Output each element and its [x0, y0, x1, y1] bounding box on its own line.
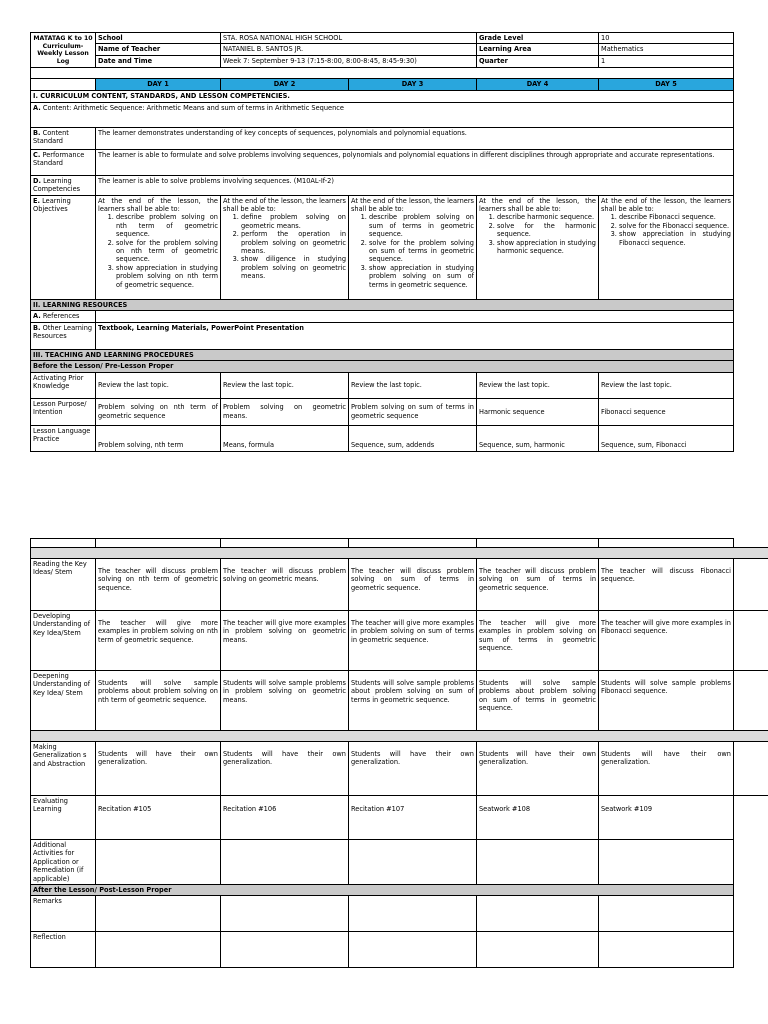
- purpose-day-1: Problem solving on nth term of geometric sequence: [96, 398, 221, 425]
- after-edge: [734, 885, 768, 896]
- remarks-day-1: [96, 896, 221, 932]
- activating-day-2: Review the last topic.: [221, 372, 349, 398]
- generalization-label: Making Generalization s and Abstraction: [31, 742, 96, 796]
- additional-day-2: [221, 840, 349, 885]
- school-label: School: [96, 33, 221, 44]
- purpose-day-3: Problem solving on sum of terms in geometric sequence: [349, 398, 477, 425]
- deepening-day-4: Students will solve sample problems about problem solving on sum of terms in geometric sequence.: [477, 671, 599, 731]
- developing-day-5: The teacher will give more examples in Fibonacci sequence.: [599, 611, 734, 671]
- language-day-2: Means, formula: [221, 425, 349, 451]
- additional-day-1: [96, 840, 221, 885]
- day-2-header: DAY 2: [221, 79, 349, 91]
- deepening-day-3: Students will solve sample problems about problem solving on sum of terms in geometric sequence.: [349, 671, 477, 731]
- activating-label: Activating Prior Knowledge: [31, 372, 96, 398]
- objectives-day-1: At the end of the lesson, the learners shall be able to: 1. describe problem solving on nth term of geometric sequence. 2. solve for the problem solving on nth term of geometric sequence. 3. show appreciation in studying problem solving on nth term of geometric sequence.: [96, 195, 221, 299]
- generalization-day-1: Students will have their own generalization.: [96, 742, 221, 796]
- content-row: [31, 102, 734, 127]
- additional-day-3: [349, 840, 477, 885]
- school-value: STA. ROSA NATIONAL HIGH SCHOOL: [221, 33, 477, 44]
- lesson-log-page-2: [30, 538, 768, 968]
- lesson-log-table-continued: [30, 538, 768, 968]
- evaluating-day-1: Recitation #105: [96, 796, 221, 840]
- language-day-5: Sequence, sum, Fibonacci: [599, 425, 734, 451]
- purpose-day-4: Harmonic sequence: [477, 398, 599, 425]
- performance-standard-text: The learner is able to formulate and solve problems involving sequences, polynomials and polynomial equations in different disciplines through appropriate and accurate representations.: [96, 149, 734, 175]
- grade-label: Grade Level: [477, 33, 599, 44]
- deepening-day-2: Students will solve sample problems in problem solving on geometric means.: [221, 671, 349, 731]
- developing-edge: [734, 611, 768, 671]
- generalization-day-2: Students will have their own generalization.: [221, 742, 349, 796]
- teacher-value: NATANIEL B. SANTOS JR.: [221, 44, 477, 56]
- reading-edge: [734, 559, 768, 611]
- lesson-log-page-1: [30, 32, 733, 452]
- other-resources-text: Textbook, Learning Materials, PowerPoint Presentation: [96, 323, 734, 350]
- reflection-day-3: [349, 932, 477, 968]
- gray-band-2: [31, 731, 768, 742]
- reading-label: Reading the Key Ideas/ Stem: [31, 559, 96, 611]
- reading-day-2: The teacher will discuss problem solving on geometric means.: [221, 559, 349, 611]
- objectives-label: E. Learning Objectives: [31, 195, 96, 299]
- before-lesson-title: Before the Lesson/ Pre-Lesson Proper: [31, 361, 734, 372]
- objectives-day-5: At the end of the lesson, the learners shall be able to: 1. describe Fibonacci sequence. 2. solve for the Fibonacci sequence. 3. show appreciation in studying Fibonacci sequence.: [599, 195, 734, 299]
- activating-day-1: Review the last topic.: [96, 372, 221, 398]
- grade-value: 10: [599, 33, 734, 44]
- quarter-value: 1: [599, 56, 734, 68]
- deepening-label: Deepening Understanding of Key Idea/ Stem: [31, 671, 96, 731]
- reading-day-4: The teacher will discuss problem solving on sum of terms in geometric sequence.: [477, 559, 599, 611]
- evaluating-day-4: Seatwork #108: [477, 796, 599, 840]
- objectives-day-4: At the end of the lesson, the learners shall be able to: 1. describe harmonic sequence. 2. solve for the harmonic sequence. 3. show appreciation in studying harmonic sequence.: [477, 195, 599, 299]
- purpose-day-5: Fibonacci sequence: [599, 398, 734, 425]
- language-label: Lesson Language Practice: [31, 425, 96, 451]
- teacher-label: Name of Teacher: [96, 44, 221, 56]
- reflection-day-1: [96, 932, 221, 968]
- remarks-day-5: [599, 896, 734, 932]
- area-label: Learning Area: [477, 44, 599, 56]
- evaluating-day-3: Recitation #107: [349, 796, 477, 840]
- lesson-log-table: [30, 32, 734, 452]
- deepening-edge: [734, 671, 768, 731]
- reflection-day-5: [599, 932, 734, 968]
- gray-band-1: [31, 548, 768, 559]
- generalization-day-4: Students will have their own generalization.: [477, 742, 599, 796]
- developing-day-4: The teacher will give more examples in problem solving on sum of terms in geometric sequence.: [477, 611, 599, 671]
- activating-day-4: Review the last topic.: [477, 372, 599, 398]
- top-blank-4: [477, 539, 599, 548]
- other-resources-label: B. Other Learning Resources: [31, 323, 96, 350]
- reading-day-5: The teacher will discuss Fibonacci sequence.: [599, 559, 734, 611]
- content-label: A.: [33, 103, 41, 112]
- deepening-day-5: Students will solve sample problems Fibonacci sequence.: [599, 671, 734, 731]
- objectives-day-2: At the end of the lesson, the learners shall be able to: 1. define problem solving on geometric means. 2. perform the operation in problem solving on geometric means. 3. show diligence in studying problem solving on geometric means.: [221, 195, 349, 299]
- additional-day-5: [599, 840, 734, 885]
- developing-day-3: The teacher will give more examples in problem solving on sum of terms in geometric sequence.: [349, 611, 477, 671]
- datetime-value: Week 7: September 9-13 (7:15-8:00, 8:00-8:45, 8:45-9:30): [221, 56, 477, 68]
- log-title: MATATAG K to 10 Curriculum- Weekly Lesson Log: [31, 33, 96, 68]
- content-text: Content: Arithmetic Sequence: Arithmetic Means and sum of terms in Arithmetic Sequence: [42, 103, 344, 112]
- top-blank-3: [349, 539, 477, 548]
- developing-day-1: The teacher will give more examples in problem solving on nth term of geometric sequence.: [96, 611, 221, 671]
- top-blank-2: [221, 539, 349, 548]
- top-blank-1: [96, 539, 221, 548]
- day-4-header: DAY 4: [477, 79, 599, 91]
- language-day-3: Sequence, sum, addends: [349, 425, 477, 451]
- competencies-text: The learner is able to solve problems involving sequences. (M10AL-If-2): [96, 175, 734, 195]
- additional-edge: [734, 840, 768, 885]
- reading-day-3: The teacher will discuss problem solving on sum of terms in geometric sequence.: [349, 559, 477, 611]
- remarks-edge: [734, 896, 768, 932]
- day-3-header: DAY 3: [349, 79, 477, 91]
- developing-label: Developing Understanding of Key Idea/Stem: [31, 611, 96, 671]
- competencies-label: D. Learning Competencies: [31, 175, 96, 195]
- references-label: A. References: [31, 311, 96, 323]
- generalization-day-3: Students will have their own generalization.: [349, 742, 477, 796]
- evaluating-day-2: Recitation #106: [221, 796, 349, 840]
- after-lesson-title: After the Lesson/ Post-Lesson Proper: [31, 885, 734, 896]
- generalization-day-5: Students will have their own generalization.: [599, 742, 734, 796]
- activating-day-3: Review the last topic.: [349, 372, 477, 398]
- references-value: [96, 311, 734, 323]
- additional-day-4: [477, 840, 599, 885]
- day-5-header: DAY 5: [599, 79, 734, 91]
- top-blank-0: [31, 539, 96, 548]
- reflection-label: Reflection: [31, 932, 96, 968]
- evaluating-day-5: Seatwork #109: [599, 796, 734, 840]
- reflection-edge: [734, 932, 768, 968]
- performance-standard-label: C. Performance Standard: [31, 149, 96, 175]
- language-day-1: Problem solving, nth term: [96, 425, 221, 451]
- top-blank-5: [599, 539, 734, 548]
- content-standard-label: B. Content Standard: [31, 127, 96, 149]
- reading-day-1: The teacher will discuss problem solving on nth term of geometric sequence.: [96, 559, 221, 611]
- remarks-label: Remarks: [31, 896, 96, 932]
- edge-cell: [734, 539, 768, 548]
- section-1-title: I. CURRICULUM CONTENT, STANDARDS, AND LESSON COMPETENCIES.: [31, 91, 734, 102]
- reflection-day-2: [221, 932, 349, 968]
- remarks-day-2: [221, 896, 349, 932]
- content-standard-text: The learner demonstrates understanding of key concepts of sequences, polynomials and polynomial equations.: [96, 127, 734, 149]
- developing-day-2: The teacher will give more examples in problem solving on geometric means.: [221, 611, 349, 671]
- quarter-label: Quarter: [477, 56, 599, 68]
- additional-label: Additional Activities for Application or Remediation (if applicable): [31, 840, 96, 885]
- remarks-day-3: [349, 896, 477, 932]
- activating-day-5: Review the last topic.: [599, 372, 734, 398]
- evaluating-edge: [734, 796, 768, 840]
- evaluating-label: Evaluating Learning: [31, 796, 96, 840]
- area-value: Mathematics: [599, 44, 734, 56]
- generalization-edge: [734, 742, 768, 796]
- day-header-blank: [31, 79, 96, 91]
- reflection-day-4: [477, 932, 599, 968]
- section-3-title: III. TEACHING AND LEARNING PROCEDURES: [31, 350, 734, 361]
- language-day-4: Sequence, sum, harmonic: [477, 425, 599, 451]
- day-1-header: DAY 1: [96, 79, 221, 91]
- section-2-title: II. LEARNING RESOURCES: [31, 299, 734, 310]
- purpose-day-2: Problem solving on geometric means.: [221, 398, 349, 425]
- spacer-row: [31, 68, 734, 79]
- datetime-label: Date and Time: [96, 56, 221, 68]
- purpose-label: Lesson Purpose/ Intention: [31, 398, 96, 425]
- remarks-day-4: [477, 896, 599, 932]
- deepening-day-1: Students will solve sample problems about problem solving on nth term of geometric sequence.: [96, 671, 221, 731]
- objectives-day-3: At the end of the lesson, the learners shall be able to: 1. describe problem solving on sum of terms in geometric sequence. 2. solve for the problem solving on sum of terms in geometric sequence. 3. show appreciation in studying problem solving on sum of terms in geometric sequence.: [349, 195, 477, 299]
